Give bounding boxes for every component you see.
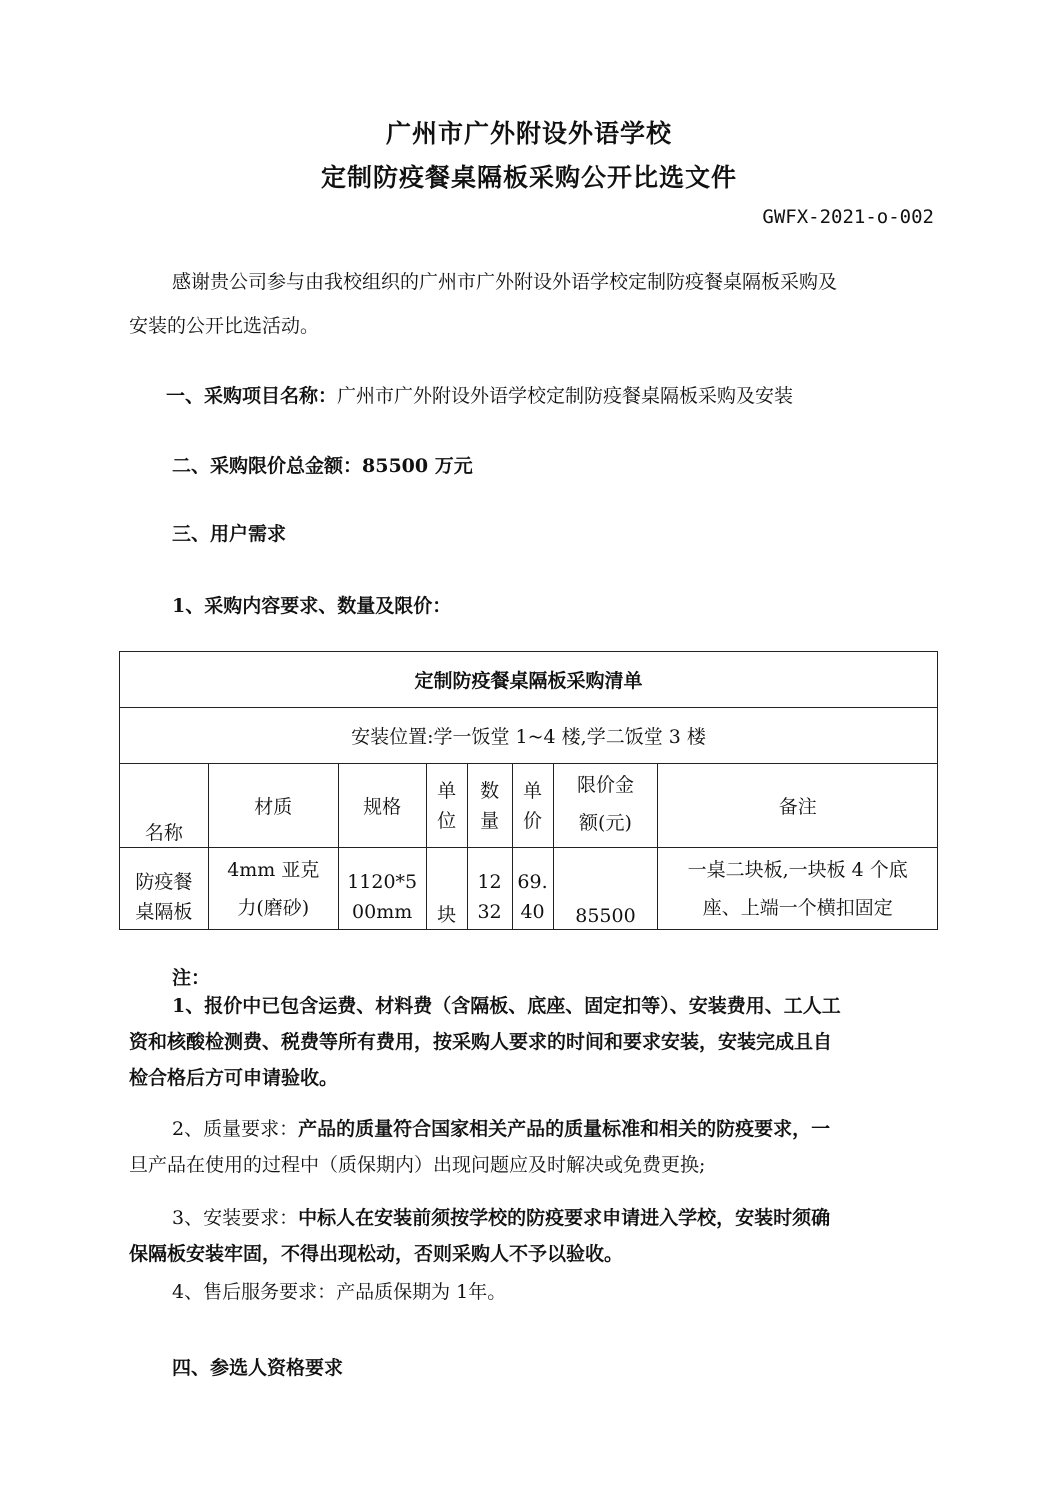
row-price-l1: 69. bbox=[517, 871, 548, 893]
note-1-l1: 1、报价中已包含运费、材料费（含隔板、底座、固定扣等）、安装费用、工人工 bbox=[172, 995, 841, 1017]
row-remark-l1: 一桌二块板,一块板 4 个底 bbox=[687, 858, 908, 881]
header-price bbox=[512, 764, 553, 848]
header-material: 材质 bbox=[208, 764, 338, 848]
section-3: 三、用户需求 bbox=[172, 523, 287, 545]
note-1-l3: 检合格后方可申请验收。 bbox=[129, 1067, 339, 1089]
note-4: 4、售后服务要求：产品质保期为 1年。 bbox=[172, 1281, 507, 1303]
note-3-l1: 中标人在安装前须按学校的防疫要求申请进入学校，安装时须确 bbox=[298, 1207, 831, 1229]
row-qty bbox=[467, 848, 512, 930]
notes-heading: 注： bbox=[172, 967, 211, 989]
table-location: 安装位置:学一饭堂 1~4 楼,学二饭堂 3 楼 bbox=[120, 708, 938, 764]
note-3-label: 3、安装要求： bbox=[172, 1207, 299, 1229]
note-1-l2: 资和核酸检测费、税费等所有费用，按采购人要求的时间和要求安装，安装完成且自 bbox=[129, 1031, 833, 1053]
row-spec bbox=[338, 848, 426, 930]
note-2-l2: 旦产品在使用的过程中（质保期内）出现问题应及时解决或免费更换; bbox=[129, 1154, 706, 1176]
document-title-line2: 定制防疫餐桌隔板采购公开比选文件 bbox=[320, 163, 737, 192]
section-2: 二、采购限价总金额：85500 万元 bbox=[172, 455, 473, 477]
row-remark bbox=[658, 848, 938, 930]
table-title: 定制防疫餐桌隔板采购清单 bbox=[120, 652, 938, 708]
header-remark: 备注 bbox=[658, 764, 938, 848]
row-name-l2: 桌隔板 bbox=[135, 901, 193, 923]
document-title-line1: 广州市广外附设外语学校 bbox=[385, 119, 672, 148]
procurement-table bbox=[119, 651, 938, 930]
note-2 bbox=[129, 1111, 919, 1183]
row-price-l2: 40 bbox=[520, 901, 545, 923]
header-name: 名称 bbox=[120, 764, 209, 848]
section-4: 四、参选人资格要求 bbox=[172, 1357, 344, 1379]
section-3-sub1: 1、采购内容要求、数量及限价： bbox=[172, 595, 452, 617]
row-price bbox=[512, 848, 553, 930]
row-material bbox=[208, 848, 338, 930]
note-3-l2: 保隔板安装牢固，不得出现松动，否则采购人不予以验收。 bbox=[129, 1243, 624, 1265]
row-qty-l2: 32 bbox=[477, 901, 502, 923]
intro-line2: 安装的公开比选活动。 bbox=[129, 315, 320, 337]
header-qty-l2: 量 bbox=[480, 809, 500, 832]
header-qty bbox=[467, 764, 512, 848]
row-unit: 块 bbox=[426, 848, 467, 930]
section-1 bbox=[166, 380, 793, 412]
header-unit-l1: 单 bbox=[437, 779, 457, 802]
header-unit-l2: 位 bbox=[437, 809, 457, 832]
section-1-label: 一、采购项目名称： bbox=[166, 385, 338, 407]
row-name bbox=[120, 848, 209, 930]
note-2-label: 2、质量要求： bbox=[172, 1118, 299, 1140]
header-limit-l1: 限价金 bbox=[576, 774, 634, 796]
header-unit bbox=[426, 764, 467, 848]
document-code: GWFX-2021-o-002 bbox=[762, 206, 934, 228]
row-limit: 85500 bbox=[553, 848, 658, 930]
note-2-l1: 产品的质量符合国家相关产品的质量标准和相关的防疫要求，一 bbox=[298, 1118, 831, 1140]
header-limit-l2: 额(元) bbox=[579, 812, 632, 834]
section-1-value: 广州市广外附设外语学校定制防疫餐桌隔板采购及安装 bbox=[337, 385, 794, 407]
intro-line1: 感谢贵公司参与由我校组织的广州市广外附设外语学校定制防疫餐桌隔板采购及 bbox=[172, 271, 838, 293]
header-limit bbox=[553, 764, 658, 848]
row-material-l1: 4mm 亚克 bbox=[227, 858, 320, 881]
row-name-l1: 防疫餐 bbox=[135, 871, 193, 893]
header-price-l1: 单 bbox=[523, 779, 543, 802]
note-1 bbox=[129, 988, 919, 1096]
row-material-l2: 力(磨砂) bbox=[237, 896, 310, 919]
header-price-l2: 价 bbox=[523, 809, 543, 832]
row-qty-l1: 12 bbox=[477, 871, 502, 893]
note-3 bbox=[129, 1200, 919, 1272]
row-spec-l2: 00mm bbox=[352, 901, 413, 923]
header-qty-l1: 数 bbox=[480, 779, 500, 802]
row-remark-l2: 座、上端一个横扣固定 bbox=[702, 896, 893, 919]
header-spec: 规格 bbox=[338, 764, 426, 848]
row-spec-l1: 1120*5 bbox=[347, 871, 418, 893]
